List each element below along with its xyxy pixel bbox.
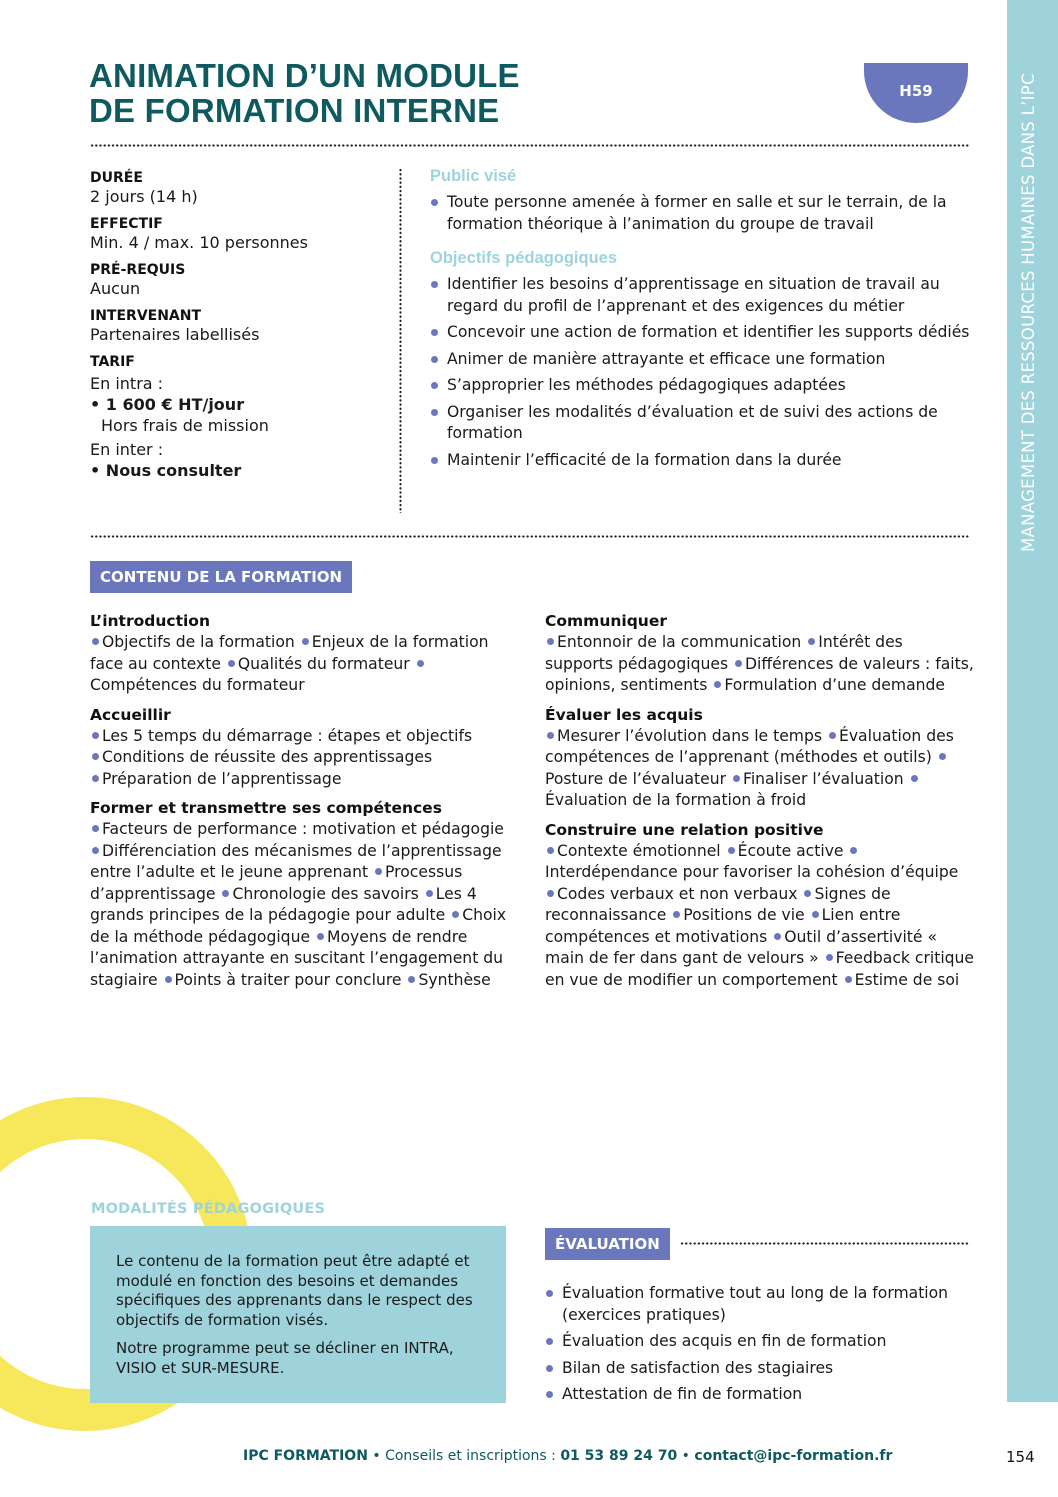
- bullet-icon: [829, 732, 836, 739]
- content-item: Points à traiter pour conclure: [174, 970, 407, 989]
- content-column-left: [90, 612, 520, 991]
- content-item: Moyens de rendre l’animation attrayante en suscitant l’engagement du stagiaire: [90, 927, 504, 989]
- content-item: Signes de reconnaissance: [545, 884, 891, 924]
- content-item: Chronologie des savoirs: [232, 884, 424, 903]
- divider-top: [90, 144, 970, 147]
- content-item: Évaluation des compétences de l’apprenant (méthodes et outils): [545, 726, 954, 766]
- footer-contact: IPC FORMATION • Conseils et inscriptions : 01 53 89 24 70 • contact@ipc-formation.fr: [243, 1448, 893, 1464]
- bullet-icon: [92, 638, 99, 645]
- bullet-icon: [728, 847, 735, 854]
- headcount-value: Min. 4 / max. 10 personnes: [90, 233, 308, 252]
- bullet-icon: [804, 890, 811, 897]
- content-item: Formulation d’une demande: [724, 676, 946, 694]
- content-item: Objectifs de la formation: [102, 633, 300, 651]
- objectives-heading: Objectifs pédagogiques: [430, 249, 618, 267]
- bullet-icon: [850, 847, 857, 854]
- evaluation-list: [545, 1283, 965, 1411]
- bullet-icon: [714, 681, 721, 688]
- phone-number: 01 53 89 24 70: [560, 1448, 678, 1464]
- content-item: Lien entre compétences et motivations: [545, 906, 901, 946]
- section-title: MANAGEMENT DES RESSOURCES HUMAINES DANS L’IPC: [1019, 73, 1038, 552]
- divider-vertical: [399, 168, 402, 513]
- bullet-icon: [547, 732, 554, 739]
- course-info: DURÉE 2 jours (14 h) EFFECTIF Min. 4 / max. 10 personnes PRÉ-REQUIS Aucun INTERVENANT Partenaires labellisés TARIF En intra : • 1 600 € HT/jour Hors frais de mission En inter : • Nous consulter: [90, 170, 390, 481]
- prerequisites-value: Aucun: [90, 279, 141, 298]
- content-item: Estime de soi: [854, 970, 960, 989]
- content-items: [545, 841, 975, 992]
- content-item: Positions de vie: [683, 906, 810, 924]
- bullet-icon: [826, 954, 833, 961]
- modalites-box: Le contenu de la formation peut être adapté et modulé en fonction des besoins et demandes spécifiques des apprenants dans le respect des objectifs de formation visés. Notre programme peut se décliner en INTRA, VISIO et SUR-MESURE.: [90, 1226, 506, 1403]
- content-section-title: L’introduction: [90, 612, 210, 630]
- list-item: Animer de manière attrayante et efficace une formation: [430, 349, 975, 371]
- bullet-icon: [375, 868, 382, 875]
- content-item: Intérêt des supports pédagogiques: [545, 633, 903, 673]
- page-number: 154: [1006, 1448, 1035, 1466]
- bullet-icon: [92, 775, 99, 782]
- content-item: Enjeux de la formation face au contexte: [90, 633, 489, 673]
- content-item: Facteurs de performance : motivation et pédagogie: [102, 820, 504, 838]
- list-item: S’approprier les méthodes pédagogiques adaptées: [430, 375, 975, 397]
- content-item: Préparation de l’apprentissage: [90, 769, 520, 791]
- bullet-icon: [812, 911, 819, 918]
- contenu-tag: CONTENU DE LA FORMATION: [90, 561, 352, 593]
- bullet-icon: [774, 933, 781, 940]
- content-section-title: Communiquer: [545, 612, 667, 630]
- list-item: Toute personne amenée à former en salle et sur le terrain, de la formation théorique à l’animation du groupe de travail: [430, 192, 975, 235]
- bullet-icon: [92, 825, 99, 832]
- content-item: Écoute active: [737, 841, 849, 860]
- content-item: Entonnoir de la communication: [557, 633, 807, 651]
- bullet-icon: [939, 753, 946, 760]
- content-item: Qualités du formateur: [237, 654, 415, 673]
- content-item: Outil d’assertivité « main de fer dans gant de velours »: [545, 927, 937, 967]
- bullet-icon: [547, 638, 554, 645]
- content-item: Synthèse: [418, 970, 491, 989]
- instructor-value: Partenaires labellisés: [90, 325, 260, 344]
- content-item: Différences de valeurs : faits, opinions, sentiments: [545, 654, 974, 694]
- content-items: [545, 632, 975, 697]
- divider-middle: [90, 535, 970, 538]
- bullet-icon: [302, 638, 309, 645]
- intra-price: • 1 600 € HT/jour: [90, 395, 245, 414]
- content-item: Finaliser l’évaluation: [742, 769, 909, 788]
- public-list: [430, 192, 975, 235]
- content-section-title: Construire une relation positive: [545, 820, 824, 839]
- content-items: [90, 632, 520, 697]
- content-item: Les 4 grands principes de la pédagogie pour adulte: [90, 884, 477, 924]
- bullet-icon: [733, 775, 740, 782]
- content-item: Mesurer l’évolution dans le temps: [557, 726, 827, 745]
- bullet-icon: [92, 847, 99, 854]
- bullet-icon: [547, 890, 554, 897]
- section-sidebar: [1007, 0, 1058, 1402]
- bullet-icon: [165, 976, 172, 983]
- bullet-icon: [426, 890, 433, 897]
- bullet-icon: [808, 638, 815, 645]
- content-item: Interdépendance pour favoriser la cohésion d’équipe: [545, 863, 959, 881]
- content-item: Choix de la méthode pédagogique: [90, 906, 507, 946]
- bullet-icon: [547, 847, 554, 854]
- bullet-icon: [92, 753, 99, 760]
- list-item: Évaluation formative tout au long de la formation (exercices pratiques): [545, 1283, 965, 1326]
- content-item: Les 5 temps du démarrage : étapes et objectifs: [90, 726, 520, 748]
- content-section-title: Évaluer les acquis: [545, 705, 703, 724]
- bullet-icon: [417, 660, 424, 667]
- content-item: Feedback critique en vue de modifier un comportement: [545, 949, 975, 989]
- bullet-icon: [317, 933, 324, 940]
- content-items: [90, 819, 520, 991]
- content-section-title: Accueillir: [90, 705, 171, 724]
- list-item: Identifier les besoins d’apprentissage en situation de travail au regard du profil de l’apprenant et des exigences du métier: [430, 274, 975, 317]
- bullet-icon: [222, 890, 229, 897]
- content-item: Conditions de réussite des apprentissages: [90, 747, 520, 769]
- bullet-icon: [735, 660, 742, 667]
- inter-price: • Nous consulter: [90, 461, 242, 480]
- bullet-icon: [408, 976, 415, 983]
- objectives-list: [430, 274, 975, 471]
- content-column-right: [545, 612, 975, 991]
- list-item: Organiser les modalités d’évaluation et de suivi des actions de formation: [430, 402, 975, 445]
- list-item: Maintenir l’efficacité de la formation dans la durée: [430, 450, 975, 472]
- content-item: Évaluation de la formation à froid: [545, 791, 807, 809]
- bullet-icon: [845, 976, 852, 983]
- content-item: Posture de l’évaluateur: [545, 769, 731, 788]
- evaluation-tag: ÉVALUATION: [545, 1228, 670, 1260]
- bullet-icon: [92, 732, 99, 739]
- course-code-badge: H59: [864, 63, 968, 123]
- bullet-icon: [673, 911, 680, 918]
- content-item: Processus d’apprentissage: [90, 863, 463, 903]
- divider-evaluation: [680, 1242, 970, 1245]
- list-item: Attestation de fin de formation: [545, 1384, 965, 1406]
- public-heading: Public visé: [430, 167, 517, 185]
- list-item: Évaluation des acquis en fin de formation: [545, 1331, 965, 1353]
- duration-value: 2 jours (14 h): [90, 187, 198, 206]
- email-link[interactable]: contact@ipc-formation.fr: [694, 1448, 893, 1464]
- content-items: [545, 726, 975, 812]
- content-section-title: Former et transmettre ses compétences: [90, 799, 442, 817]
- content-item: Différenciation des mécanismes de l’apprentissage entre l’adulte et le jeune apprenant: [90, 841, 502, 881]
- bullet-icon: [911, 775, 918, 782]
- content-item: Compétences du formateur: [90, 676, 305, 694]
- list-item: Concevoir une action de formation et identifier les supports dédiés: [430, 322, 975, 344]
- page-title: ANIMATION D’UN MODULE DE FORMATION INTERNE: [89, 57, 520, 129]
- content-item: Codes verbaux et non verbaux: [557, 884, 803, 903]
- content-item: Contexte émotionnel: [557, 841, 726, 860]
- modalites-heading: MODALITÉS PÉDAGOGIQUES: [91, 1201, 326, 1217]
- bullet-icon: [452, 911, 459, 918]
- list-item: Bilan de satisfaction des stagiaires: [545, 1358, 965, 1380]
- audience-objectives: [430, 167, 975, 476]
- bullet-icon: [228, 660, 235, 667]
